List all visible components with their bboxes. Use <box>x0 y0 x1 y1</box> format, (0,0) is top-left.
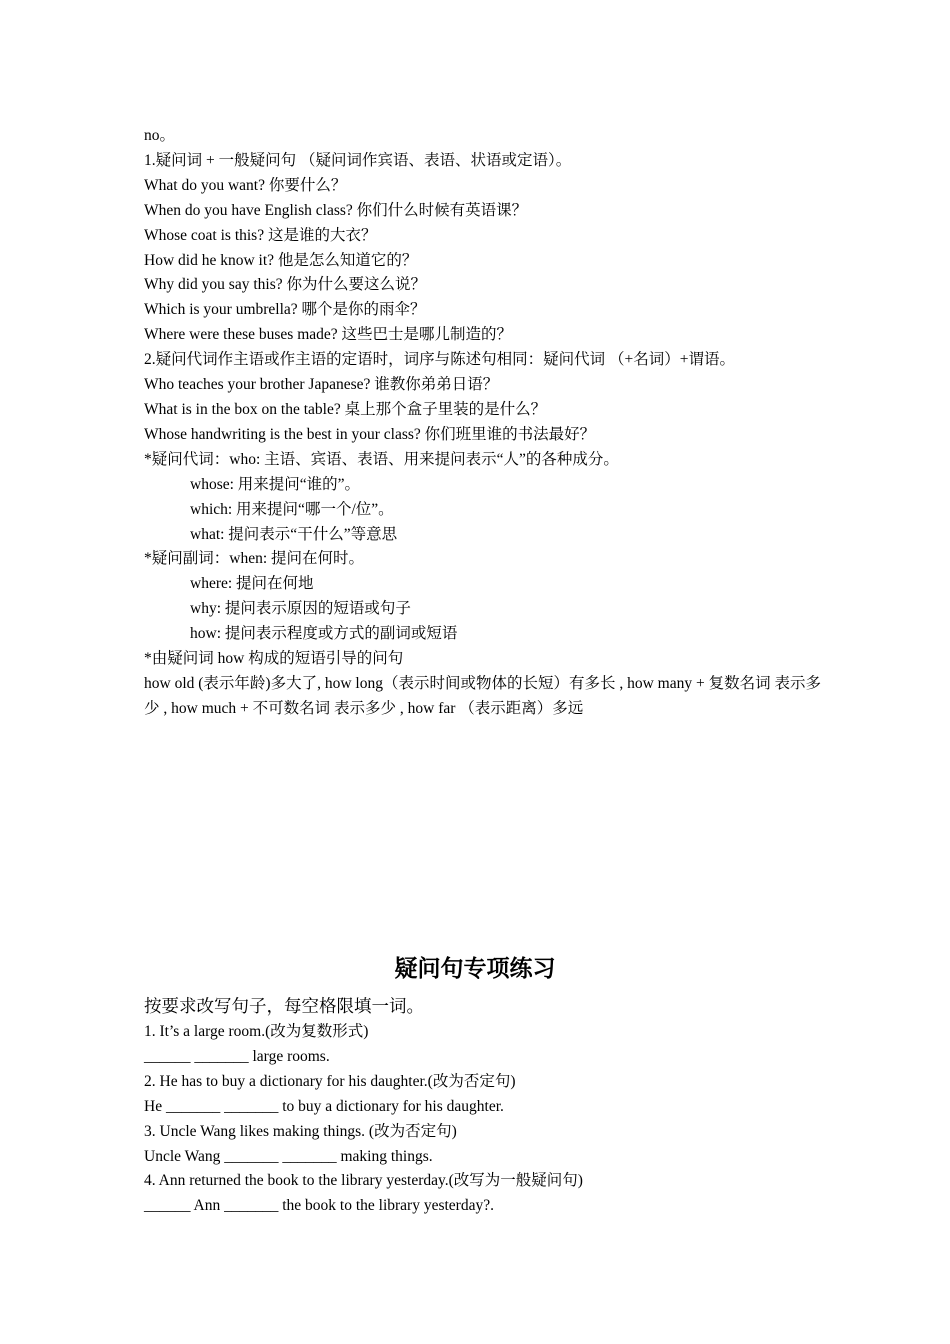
adverb-note: *疑问副词：when: 提问在何时。 <box>144 550 365 568</box>
pronoun-note-item: what: 提问表示“干什么”等意思 <box>190 525 398 543</box>
exercise-answer-line: Uncle Wang _______ _______ making things. <box>144 1147 433 1165</box>
adverb-note-item: where: 提问在何地 <box>190 575 314 593</box>
exercise-question: 1. It’s a large room.(改为复数形式) <box>144 1023 369 1040</box>
exercise-instruction: 按要求改写句子，每空格限填一词。 <box>144 996 424 1016</box>
pronoun-note-item: whose: 用来提问“谁的”。 <box>190 475 361 493</box>
exercise-title: 疑问句专项练习 <box>394 956 556 981</box>
exercise-answer-line: He _______ _______ to buy a dictionary for his daughter. <box>144 1097 504 1115</box>
grammar-notes <box>144 124 824 722</box>
notes-heading-2: 2.疑问代词作主语或作主语的定语时，词序与陈述句相同：疑问代词 （+名词）+谓语。 <box>144 351 735 369</box>
example-sentence: Whose handwriting is the best in your class? 你们班里谁的书法最好？ <box>144 425 596 443</box>
pronoun-note: *疑问代词：who: 主语、宾语、表语、用来提问表示“人”的各种成分。 <box>144 450 619 468</box>
example-sentence: How did he know it? 他是怎么知道它的？ <box>144 251 418 269</box>
example-sentence: Which is your umbrella? 哪个是你的雨伞？ <box>144 301 426 319</box>
adverb-note-item: why: 提问表示原因的短语或句子 <box>190 600 411 618</box>
example-sentence: When do you have English class? 你们什么时候有英语课？ <box>144 201 528 219</box>
example-sentence: What is in the box on the table? 桌上那个盒子里装的是什么？ <box>144 400 547 418</box>
example-sentence: Whose coat is this? 这是谁的大衣？ <box>144 226 377 244</box>
adverb-note-item: how: 提问表示程度或方式的副词或短语 <box>190 625 458 643</box>
how-phrases-note: *由疑问词 how 构成的短语引导的问句 <box>144 650 404 668</box>
how-phrases-list: how old (表示年龄)多大了, how long（表示时间或物体的长短）有多长 , how many + 复数名词 表示多少 , how much + 不可数名词 表示多少 , how far （表示距离）多远 <box>144 674 821 717</box>
example-sentence: What do you want? 你要什么？ <box>144 176 347 194</box>
notes-heading-1: 1.疑问词 + 一般疑问句 （疑问词作宾语、表语、状语或定语）。 <box>144 151 572 169</box>
exercise-question: 3. Uncle Wang likes making things. (改为否定句) <box>144 1122 457 1140</box>
exercise-question: 2. He has to buy a dictionary for his daughter.(改为否定句) <box>144 1072 516 1090</box>
exercise-section <box>144 993 824 1219</box>
example-sentence: Where were these buses made? 这些巴士是哪儿制造的？ <box>144 326 513 344</box>
notes-line: no。 <box>144 127 176 144</box>
pronoun-note-item: which: 用来提问“哪一个/位”。 <box>190 500 394 518</box>
exercise-question: 4. Ann returned the book to the library yesterday.(改写为一般疑问句) <box>144 1172 583 1190</box>
example-sentence: Who teaches your brother Japanese? 谁教你弟弟日语？ <box>144 376 499 394</box>
exercise-answer-line: ______ _______ large rooms. <box>144 1047 330 1065</box>
exercise-answer-line: ______ Ann _______ the book to the library yesterday?. <box>144 1197 494 1215</box>
example-sentence: Why did you say this? 你为什么要这么说？ <box>144 276 426 294</box>
